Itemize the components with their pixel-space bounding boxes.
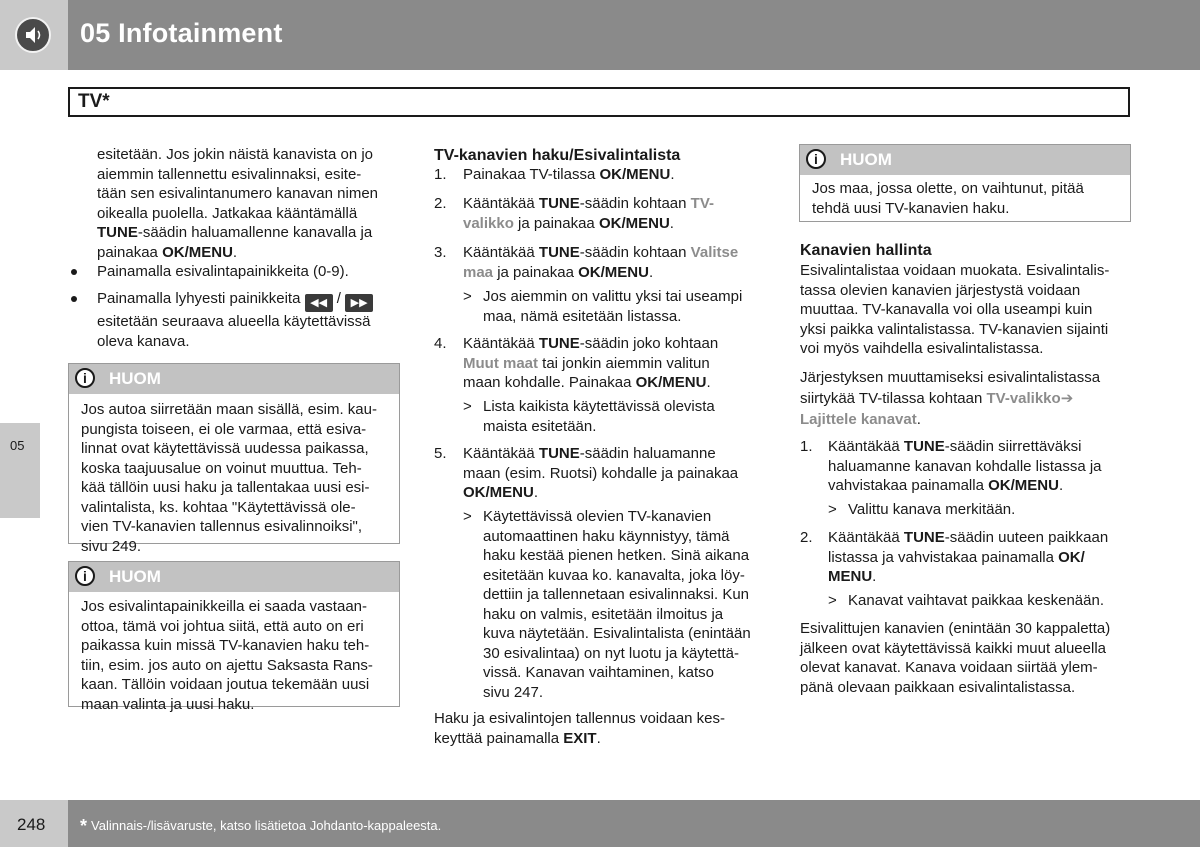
text-line: vissä. Kanavan vaihtaminen, katso <box>483 664 714 681</box>
text-line: pungista toiseen, ei ole varmaa, että esiva- <box>81 420 367 438</box>
step-number: 2. <box>800 529 813 546</box>
text-line: pänä olevaan paikkaan esivalintalistassa. <box>800 678 1076 696</box>
text-line <box>828 476 1138 496</box>
step-number: 5. <box>434 445 447 462</box>
text-line: 30 esivalintaa) on nyt luotu ja käytettä- <box>483 644 739 662</box>
menu-item-ref: Valitse <box>690 244 739 261</box>
text-line: haku on valmis, esitetään ilmoitus ja <box>483 605 724 623</box>
header-icon-box <box>0 0 68 70</box>
text-line: Lista kaikista käytettävissä olevista <box>483 398 715 415</box>
step-number: 4. <box>434 335 447 352</box>
menu-item-ref: TV-valikko <box>986 390 1061 407</box>
menu-item-ref: Lajittele kanavat <box>800 411 917 428</box>
text-span: -säädin uuteen paikkaan <box>944 529 1109 546</box>
text-span: . <box>596 729 601 747</box>
section-heading: Kanavien hallinta <box>800 242 932 259</box>
text-span: siirtykää TV-tilassa kohtaan <box>800 390 987 407</box>
text-line: ottoa, tämä voi johtua siitä, että auto on eri <box>81 617 364 635</box>
text-span: -säädin kohtaan <box>579 244 691 261</box>
footer-note-text: Valinnais-/lisävaruste, katso lisätietoa Johdanto-kappaleesta. <box>91 818 442 833</box>
step-text <box>463 165 674 185</box>
text-span: . <box>872 568 877 585</box>
text-line <box>463 194 773 214</box>
note-header <box>69 364 399 394</box>
bullet-text: Painamalla lyhyesti painikkeita <box>97 290 301 307</box>
text-line: oikealla puolella. Jatkakaa kääntämällä <box>97 204 358 222</box>
result-marker: > <box>463 398 472 415</box>
info-icon: i <box>75 566 95 586</box>
step-text <box>828 437 1138 496</box>
text-span: vahvistakaa painamalla <box>828 477 989 494</box>
chapter-title: 05 Infotainment <box>80 18 283 48</box>
text-line: Jos maa, jossa olette, on vaihtunut, pitää <box>812 180 1084 197</box>
result-marker: > <box>463 508 472 525</box>
text-span: Kääntäkää <box>463 195 539 212</box>
chapter-side-tab-number: 05 <box>10 438 25 453</box>
text-line: kaan. Tällöin voidaan joutua tekemään uusi <box>81 676 370 693</box>
okmenu-label: OK/MENU <box>578 263 649 281</box>
step-result: Valittu kanava merkitään. <box>848 501 1016 518</box>
text-line: Jos esivalintapainikkeilla ei saada vastaan- <box>81 598 367 615</box>
step-number: 3. <box>434 244 447 261</box>
tune-label: TUNE <box>903 529 945 546</box>
footer-note <box>80 816 441 837</box>
text-line <box>463 214 773 234</box>
step-result <box>483 287 742 326</box>
text-span: Kääntäkää <box>828 529 904 546</box>
prev-track-icon: ◀◀ <box>305 294 333 312</box>
text-line <box>463 444 773 464</box>
step-number: 2. <box>434 195 447 212</box>
text-span: Kääntäkää <box>828 438 904 455</box>
text-line <box>463 373 773 393</box>
text-line: maa, nämä esitetään listassa. <box>483 307 682 325</box>
text-span: painakaa <box>97 243 163 261</box>
text-span: -säädin kohtaan <box>579 195 691 212</box>
step-text <box>463 243 773 282</box>
text-line <box>97 289 407 312</box>
arrow-right-icon: ➔ <box>1060 390 1074 407</box>
text-span: ja painakaa <box>513 214 599 232</box>
text-span: Kääntäkää <box>463 244 539 261</box>
text-span: maan kohdalle. Painakaa <box>463 374 636 391</box>
text-line: koska taajuusalue on voinut muuttua. Teh- <box>81 459 362 477</box>
tune-label: TUNE <box>97 224 138 241</box>
text-span: . <box>706 374 711 391</box>
page-number: 248 <box>17 815 46 834</box>
note-title: HUOM <box>109 369 161 388</box>
text-line: tään sen esivalintanumero kanavan nimen <box>97 185 379 202</box>
bullet-text: Painamalla esivalintapainikkeita (0-9). <box>97 263 349 280</box>
note-body <box>812 179 1128 218</box>
step-number: 1. <box>434 166 447 183</box>
text-line: Järjestyksen muuttamiseksi esivalintalistassa <box>800 369 1101 386</box>
speaker-icon <box>15 17 51 53</box>
step-result <box>483 507 751 702</box>
paragraph <box>800 619 1110 697</box>
step-text <box>463 444 773 503</box>
text-line <box>463 483 773 503</box>
step-number: 1. <box>800 438 813 455</box>
note-header <box>69 562 399 592</box>
text-line: automaattinen haku käynnistyy, tämä <box>483 527 730 545</box>
text-span: tai jonkin aiemmin valitun <box>538 354 710 372</box>
menu-item-ref: TV- <box>690 195 715 212</box>
okmenu-label: OK/ <box>1058 548 1085 566</box>
text-line: maan valinta ja uusi haku. <box>81 695 255 713</box>
note-title: HUOM <box>840 150 892 169</box>
step-text <box>828 528 1138 587</box>
info-icon: i <box>75 368 95 388</box>
text-span: . <box>533 484 539 501</box>
section-title: TV* <box>78 91 110 112</box>
text-line: olevat kanavat. Kanava voidaan siirtää ylem- <box>800 659 1098 676</box>
text-line <box>828 548 1138 568</box>
text-line: sivu 249. <box>81 537 142 555</box>
paragraph <box>800 261 1109 359</box>
okmenu-label: OK/MENU <box>599 166 671 183</box>
text-line: linnat ovat käytettävissä uudessa paikassa, <box>81 440 369 457</box>
text-line: kää tällöin uusi haku ja tallentakaa uusi esi- <box>81 479 370 496</box>
tune-label: TUNE <box>538 244 580 261</box>
note-box <box>68 561 400 713</box>
note-box <box>799 144 1131 222</box>
text-span: Kääntäkää <box>463 335 539 352</box>
text-line: Jos autoa siirretään maan sisällä, esim. kau- <box>81 401 377 418</box>
text-span: . <box>670 166 675 183</box>
separator-text: / <box>336 290 341 307</box>
section-heading: TV-kanavien haku/Esivalintalista <box>434 147 681 164</box>
section-title-box <box>68 87 1130 117</box>
text-line: vien TV-kanavien tallennus esivalinnoiksi", <box>81 518 363 535</box>
text-span: Painakaa TV-tilassa <box>463 166 600 183</box>
footnote-star: * <box>80 816 88 836</box>
bullet-item <box>97 289 407 351</box>
okmenu-label: MENU <box>828 568 873 585</box>
menu-item-ref: valikko <box>463 214 514 232</box>
text-line <box>463 243 773 263</box>
text-line: voi myös vaihdella esivalintalistassa. <box>800 340 1044 357</box>
text-line: Esivalintalistaa voidaan muokata. Esivalintalis- <box>800 262 1110 279</box>
closing-paragraph <box>434 709 725 748</box>
text-line: tiin, esim. jos auto on ajettu Saksasta Rans- <box>81 656 373 674</box>
menu-item-ref: Muut maat <box>463 354 538 372</box>
menu-item-ref: maa <box>463 263 494 281</box>
text-line: paikassa kuin missä TV-kanavien haku teh- <box>81 637 370 654</box>
text-line: tassa olevien kanavien järjestystä voidaan <box>800 281 1081 299</box>
next-track-icon: ▶▶ <box>345 294 373 312</box>
text-span: . <box>669 214 674 232</box>
bullet-dot <box>71 269 77 275</box>
note-header <box>800 145 1130 175</box>
step-result <box>483 397 715 436</box>
okmenu-label: OK/MENU <box>598 214 670 232</box>
text-span: listassa ja vahvistakaa painamalla <box>828 548 1059 566</box>
result-marker: > <box>828 592 837 609</box>
text-span: . <box>1058 477 1064 494</box>
text-line: tehdä uusi TV-kanavien haku. <box>812 199 1010 217</box>
text-span: keyttää painamalla <box>434 729 564 747</box>
tune-label: TUNE <box>538 335 580 352</box>
text-span: ja painakaa <box>493 263 579 281</box>
note-box <box>68 363 400 555</box>
text-line: sivu 247. <box>483 683 544 701</box>
text-line: Haku ja esivalintojen tallennus voidaan kes- <box>434 710 726 727</box>
text-line <box>828 528 1138 548</box>
text-span: -säädin haluamallenne kanavalla ja <box>137 224 373 241</box>
text-line: haku kestää pienen hetken. Sinä aikana <box>483 547 750 564</box>
text-line <box>463 263 773 283</box>
text-span: Kääntäkää <box>463 445 539 462</box>
text-line <box>828 567 1138 587</box>
text-line: aiemmin tallennettu esivalinnaksi, esite- <box>97 165 362 183</box>
paragraph <box>800 367 1100 430</box>
bullet-item <box>97 262 407 282</box>
text-line: esitetään. Jos jokin näistä kanavista on jo <box>97 146 373 163</box>
tune-label: TUNE <box>903 438 945 455</box>
tune-label: TUNE <box>538 445 580 462</box>
result-marker: > <box>828 501 837 518</box>
note-title: HUOM <box>109 567 161 586</box>
text-line: esitetään kuvaa ko. kanavalta, joka löy- <box>483 566 745 584</box>
text-line <box>828 437 1138 457</box>
text-span: . <box>648 263 654 281</box>
text-span: -säädin siirrettäväksi <box>944 438 1082 455</box>
text-line: maista esitetään. <box>483 417 597 435</box>
text-line: Esivalittujen kanavien (enintään 30 kappaletta) <box>800 620 1111 637</box>
text-line <box>97 223 407 243</box>
text-line: yksi paikka valintalistassa. TV-kanavien sijainti <box>800 320 1109 338</box>
text-line: haluamanne kanavan kohdalle listassa ja <box>828 457 1102 475</box>
note-body <box>81 400 397 556</box>
tune-label: TUNE <box>538 195 580 212</box>
step-result: Kanavat vaihtavat paikkaa keskenään. <box>848 592 1105 609</box>
text-span: -säädin joko kohtaan <box>579 335 719 352</box>
col1-paragraph <box>97 145 407 262</box>
okmenu-label: OK/MENU <box>988 477 1059 494</box>
note-body <box>81 597 397 714</box>
result-marker: > <box>463 288 472 305</box>
text-line: oleva kanava. <box>97 332 190 350</box>
text-line <box>800 388 1100 409</box>
bullet-dot <box>71 296 77 302</box>
text-line: Käytettävissä olevien TV-kanavien <box>483 508 712 525</box>
text-line <box>463 334 773 354</box>
exit-label: EXIT <box>563 729 597 747</box>
text-line <box>800 409 1100 430</box>
text-line: esitetään seuraava alueella käytettävissä <box>97 313 371 330</box>
text-line: kuva näytetään. Esivalintalista (enintään <box>483 625 751 642</box>
text-line: valintalista, ks. kohtaa "Käytettävissä ole- <box>81 498 356 516</box>
step-text <box>463 194 773 233</box>
text-span: . <box>232 243 238 261</box>
info-icon: i <box>806 149 826 169</box>
okmenu-label: OK/MENU <box>635 374 707 391</box>
text-line: muuttaa. TV-kanavalla voi olla useampi kuin <box>800 301 1093 318</box>
text-line <box>434 729 725 749</box>
okmenu-label: OK/MENU <box>162 243 233 261</box>
text-line: maan (esim. Ruotsi) kohdalle ja painakaa <box>463 464 739 482</box>
text-line <box>463 354 773 374</box>
step-text <box>463 334 773 393</box>
text-line <box>97 243 407 263</box>
text-span: -säädin haluamanne <box>579 445 716 462</box>
text-line: Jos aiemmin on valittu yksi tai useampi <box>483 288 743 305</box>
text-line: dettiin ja tallennetaan esivalinnaksi. Kun <box>483 586 750 603</box>
text-span: . <box>916 411 921 428</box>
text-line: jälkeen ovat käytettävissä kaikki muut alueella <box>800 639 1106 657</box>
okmenu-label: OK/MENU <box>463 484 534 501</box>
